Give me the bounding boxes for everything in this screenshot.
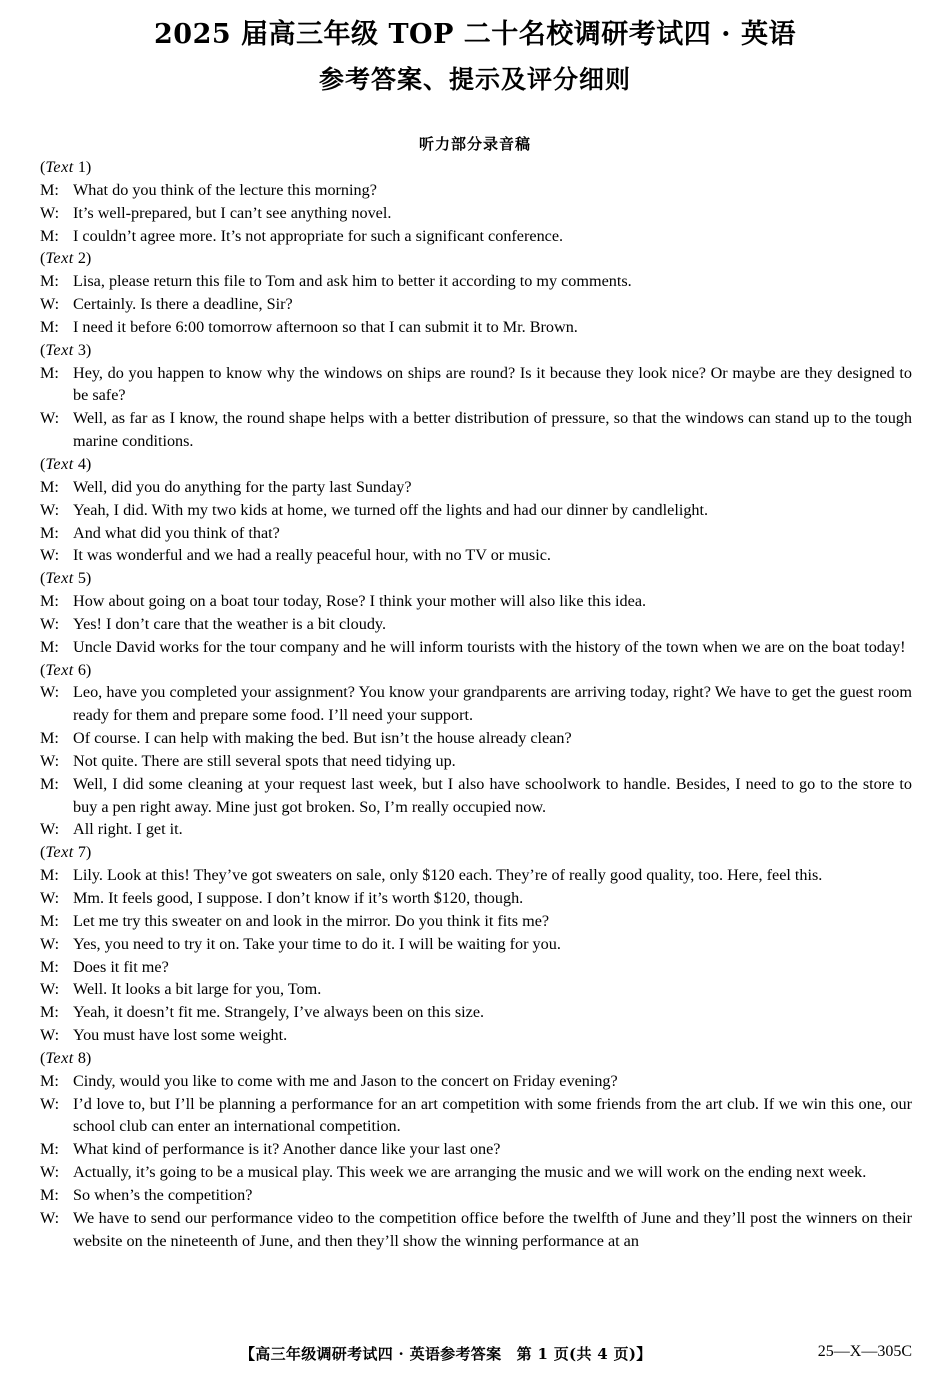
utterance-text: Does it fit me? — [73, 957, 169, 976]
dialogue-line — [40, 590, 912, 613]
speaker-label: M: — [40, 1140, 59, 1159]
dialogue-line — [40, 362, 912, 408]
text-label: Text — [45, 660, 74, 679]
utterance-text: Not quite. There are still several spots that need tidying up. — [73, 751, 456, 770]
dialogue-line — [40, 681, 912, 727]
utterance-text: We have to send our performance video to the competition office before the twelfth of June and they’ll post the winners on their website on the nineteenth of June, and then they’ll show the winning performance at an — [73, 1208, 912, 1250]
speaker-label: M: — [40, 911, 59, 930]
speaker-label: M: — [40, 523, 59, 542]
utterance-text: So when’s the competition? — [73, 1185, 253, 1204]
utterance-text: Well, did you do anything for the party last Sunday? — [73, 477, 412, 496]
text-heading: (Text 4) — [40, 454, 92, 473]
dialogue-line — [40, 1184, 912, 1207]
dialogue-line — [40, 933, 912, 956]
dialogue-line — [40, 1093, 912, 1139]
utterance-text: I’d love to, but I’ll be planning a performance for an art competition with some friends from the art club. If we win this one, our school club can enter an international competition. — [73, 1094, 912, 1136]
speaker-label: M: — [40, 1185, 59, 1204]
dialogue-line — [40, 1001, 912, 1024]
text-heading: (Text 2) — [40, 249, 92, 268]
text-number: 2 — [77, 249, 86, 268]
dialogue-line — [40, 773, 912, 819]
text-heading: (Text 7) — [40, 843, 92, 862]
dialogue-line — [40, 1070, 912, 1093]
text-heading: (Text 6) — [40, 660, 92, 679]
utterance-text: I couldn’t agree more. It’s not appropriate for such a significant conference. — [73, 226, 564, 245]
utterance-text: What do you think of the lecture this morning? — [73, 180, 377, 199]
text-label: Text — [45, 1048, 74, 1067]
dialogue-line — [40, 1138, 912, 1161]
speaker-label: M: — [40, 272, 59, 291]
utterance-text: Yes, you need to try it on. Take your time to do it. I will be waiting for you. — [73, 934, 561, 953]
text-number: 5 — [77, 569, 86, 588]
speaker-label: W: — [40, 683, 60, 702]
speaker-label: W: — [40, 614, 60, 633]
utterance-text: Yeah, it doesn’t fit me. Strangely, I’ve always been on this size. — [73, 1003, 485, 1022]
speaker-label: W: — [40, 500, 60, 519]
dialogue-line — [40, 499, 912, 522]
utterance-text: It’s well-prepared, but I can’t see anything novel. — [73, 203, 392, 222]
text-number: 3 — [77, 340, 86, 359]
speaker-label: M: — [40, 180, 59, 199]
footer-exam-code: 25—X—305C — [817, 1343, 912, 1360]
section-title: 听力部分录音稿 — [418, 135, 531, 153]
listening-transcript — [40, 156, 912, 1253]
dialogue-line — [40, 1161, 912, 1184]
speaker-label: M: — [40, 1003, 59, 1022]
utterance-text: I need it before 6:00 tomorrow afternoon so that I can submit it to Mr. Brown. — [73, 317, 578, 336]
speaker-label: M: — [40, 774, 59, 793]
text-label: Text — [45, 454, 74, 473]
speaker-label: M: — [40, 957, 59, 976]
speaker-label: M: — [40, 1071, 59, 1090]
dialogue-line — [40, 910, 912, 933]
utterance-text: What kind of performance is it? Another dance like your last one? — [73, 1140, 501, 1159]
speaker-label: W: — [40, 1094, 60, 1113]
speaker-label: W: — [40, 1208, 60, 1227]
speaker-label: W: — [40, 820, 60, 839]
text-number: 7 — [77, 843, 86, 862]
dialogue-line — [40, 293, 912, 316]
speaker-label: M: — [40, 477, 59, 496]
dialogue-line — [40, 476, 912, 499]
speaker-label: M: — [40, 363, 59, 382]
speaker-label: W: — [40, 751, 60, 770]
utterance-text: Let me try this sweater on and look in the mirror. Do you think it fits me? — [73, 911, 550, 930]
speaker-label: W: — [40, 409, 60, 428]
dialogue-line — [40, 316, 912, 339]
document-subtitle: 参考答案、提示及评分细则 — [318, 65, 631, 94]
dialogue-line — [40, 225, 912, 248]
utterance-text: Uncle David works for the tour company and he will inform tourists with the history of the town when we are on the boat today! — [73, 637, 906, 656]
utterance-text: You must have lost some weight. — [73, 1026, 288, 1045]
utterance-text: Certainly. Is there a deadline, Sir? — [73, 295, 293, 314]
speaker-label: M: — [40, 866, 59, 885]
dialogue-line — [40, 727, 912, 750]
speaker-label: W: — [40, 1163, 60, 1182]
dialogue-line — [40, 887, 912, 910]
text-heading: (Text 3) — [40, 340, 92, 359]
dialogue-line — [40, 1207, 912, 1253]
speaker-label: W: — [40, 203, 60, 222]
dialogue-line — [40, 818, 912, 841]
utterance-text: Hey, do you happen to know why the windows on ships are round? Is it because they look nice? Or maybe are they designed to be safe? — [73, 363, 912, 405]
utterance-text: Mm. It feels good, I suppose. I don’t know if it’s worth $120, though. — [73, 889, 524, 907]
speaker-label: W: — [40, 1026, 60, 1045]
utterance-text: Lily. Look at this! They’ve got sweaters on sale, only $120 each. They’re of really good quality, too. Here, feel this. — [73, 866, 823, 885]
speaker-label: M: — [40, 592, 59, 611]
text-heading: (Text 1) — [40, 158, 92, 176]
speaker-label: W: — [40, 889, 60, 907]
speaker-label: W: — [40, 980, 60, 999]
dialogue-line — [40, 270, 912, 293]
text-number: 1 — [77, 158, 86, 176]
text-label: Text — [45, 340, 74, 359]
dialogue-line — [40, 978, 912, 1001]
speaker-label: W: — [40, 295, 60, 314]
dialogue-line — [40, 750, 912, 773]
page-footer — [0, 1343, 950, 1365]
dialogue-line — [40, 956, 912, 979]
speaker-label: M: — [40, 317, 59, 336]
document-title: 2025 届高三年级 TOP 二十名校调研考试四 · 英语 — [154, 19, 796, 50]
text-label: Text — [45, 249, 74, 268]
speaker-label: M: — [40, 226, 59, 245]
dialogue-line — [40, 522, 912, 545]
text-heading: (Text 5) — [40, 569, 92, 588]
dialogue-line — [40, 613, 912, 636]
text-label: Text — [45, 569, 74, 588]
dialogue-line — [40, 636, 912, 659]
utterance-text: All right. I get it. — [73, 820, 183, 839]
dialogue-line — [40, 544, 912, 567]
dialogue-line — [40, 179, 912, 202]
speaker-label: M: — [40, 729, 59, 748]
utterance-text: Yes! I don’t care that the weather is a bit cloudy. — [73, 614, 387, 633]
utterance-text: Actually, it’s going to be a musical play. This week we are arranging the music and we will work on the ending next week. — [73, 1163, 867, 1182]
speaker-label: W: — [40, 934, 60, 953]
text-number: 6 — [77, 660, 86, 679]
dialogue-line — [40, 202, 912, 225]
utterance-text: Cindy, would you like to come with me and Jason to the concert on Friday evening? — [73, 1071, 618, 1090]
utterance-text: And what did you think of that? — [73, 523, 280, 542]
text-label: Text — [45, 843, 74, 862]
dialogue-line — [40, 864, 912, 887]
utterance-text: It was wonderful and we had a really peaceful hour, with no TV or music. — [73, 546, 551, 565]
utterance-text: Well, as far as I know, the round shape helps with a better distribution of pressure, so that the windows can stand up to the tough marine conditions. — [73, 409, 912, 451]
speaker-label: M: — [40, 637, 59, 656]
utterance-text: Lisa, please return this file to Tom and ask him to better it according to my comments. — [73, 272, 632, 291]
utterance-text: Yeah, I did. With my two kids at home, we turned off the lights and had our dinner by candlelight. — [73, 500, 709, 519]
text-heading: (Text 8) — [40, 1048, 92, 1067]
speaker-label: W: — [40, 546, 60, 565]
text-number: 4 — [77, 454, 86, 473]
utterance-text: Well. It looks a bit large for you, Tom. — [73, 980, 322, 999]
utterance-text: Of course. I can help with making the bed. But isn’t the house already clean? — [73, 729, 572, 748]
text-label: Text — [45, 158, 74, 176]
footer-page-info: 【高三年级调研考试四 · 英语参考答案 第 1 页(共 4 页)】 — [240, 1345, 652, 1363]
utterance-text: Leo, have you completed your assignment? You know your grandparents are arriving today, right? We have to get the guest room ready for them and prepare some food. I’ll need your support. — [73, 683, 912, 725]
utterance-text: Well, I did some cleaning at your request last week, but I also have schoolwork to handle. Besides, I need to go to the store to buy a pen right away. Mine just got broken. So, I’m really occupied now. — [73, 774, 912, 816]
text-number: 8 — [77, 1048, 86, 1067]
utterance-text: How about going on a boat tour today, Rose? I think your mother will also like this idea. — [73, 592, 647, 611]
dialogue-line — [40, 1024, 912, 1047]
dialogue-line — [40, 407, 912, 453]
